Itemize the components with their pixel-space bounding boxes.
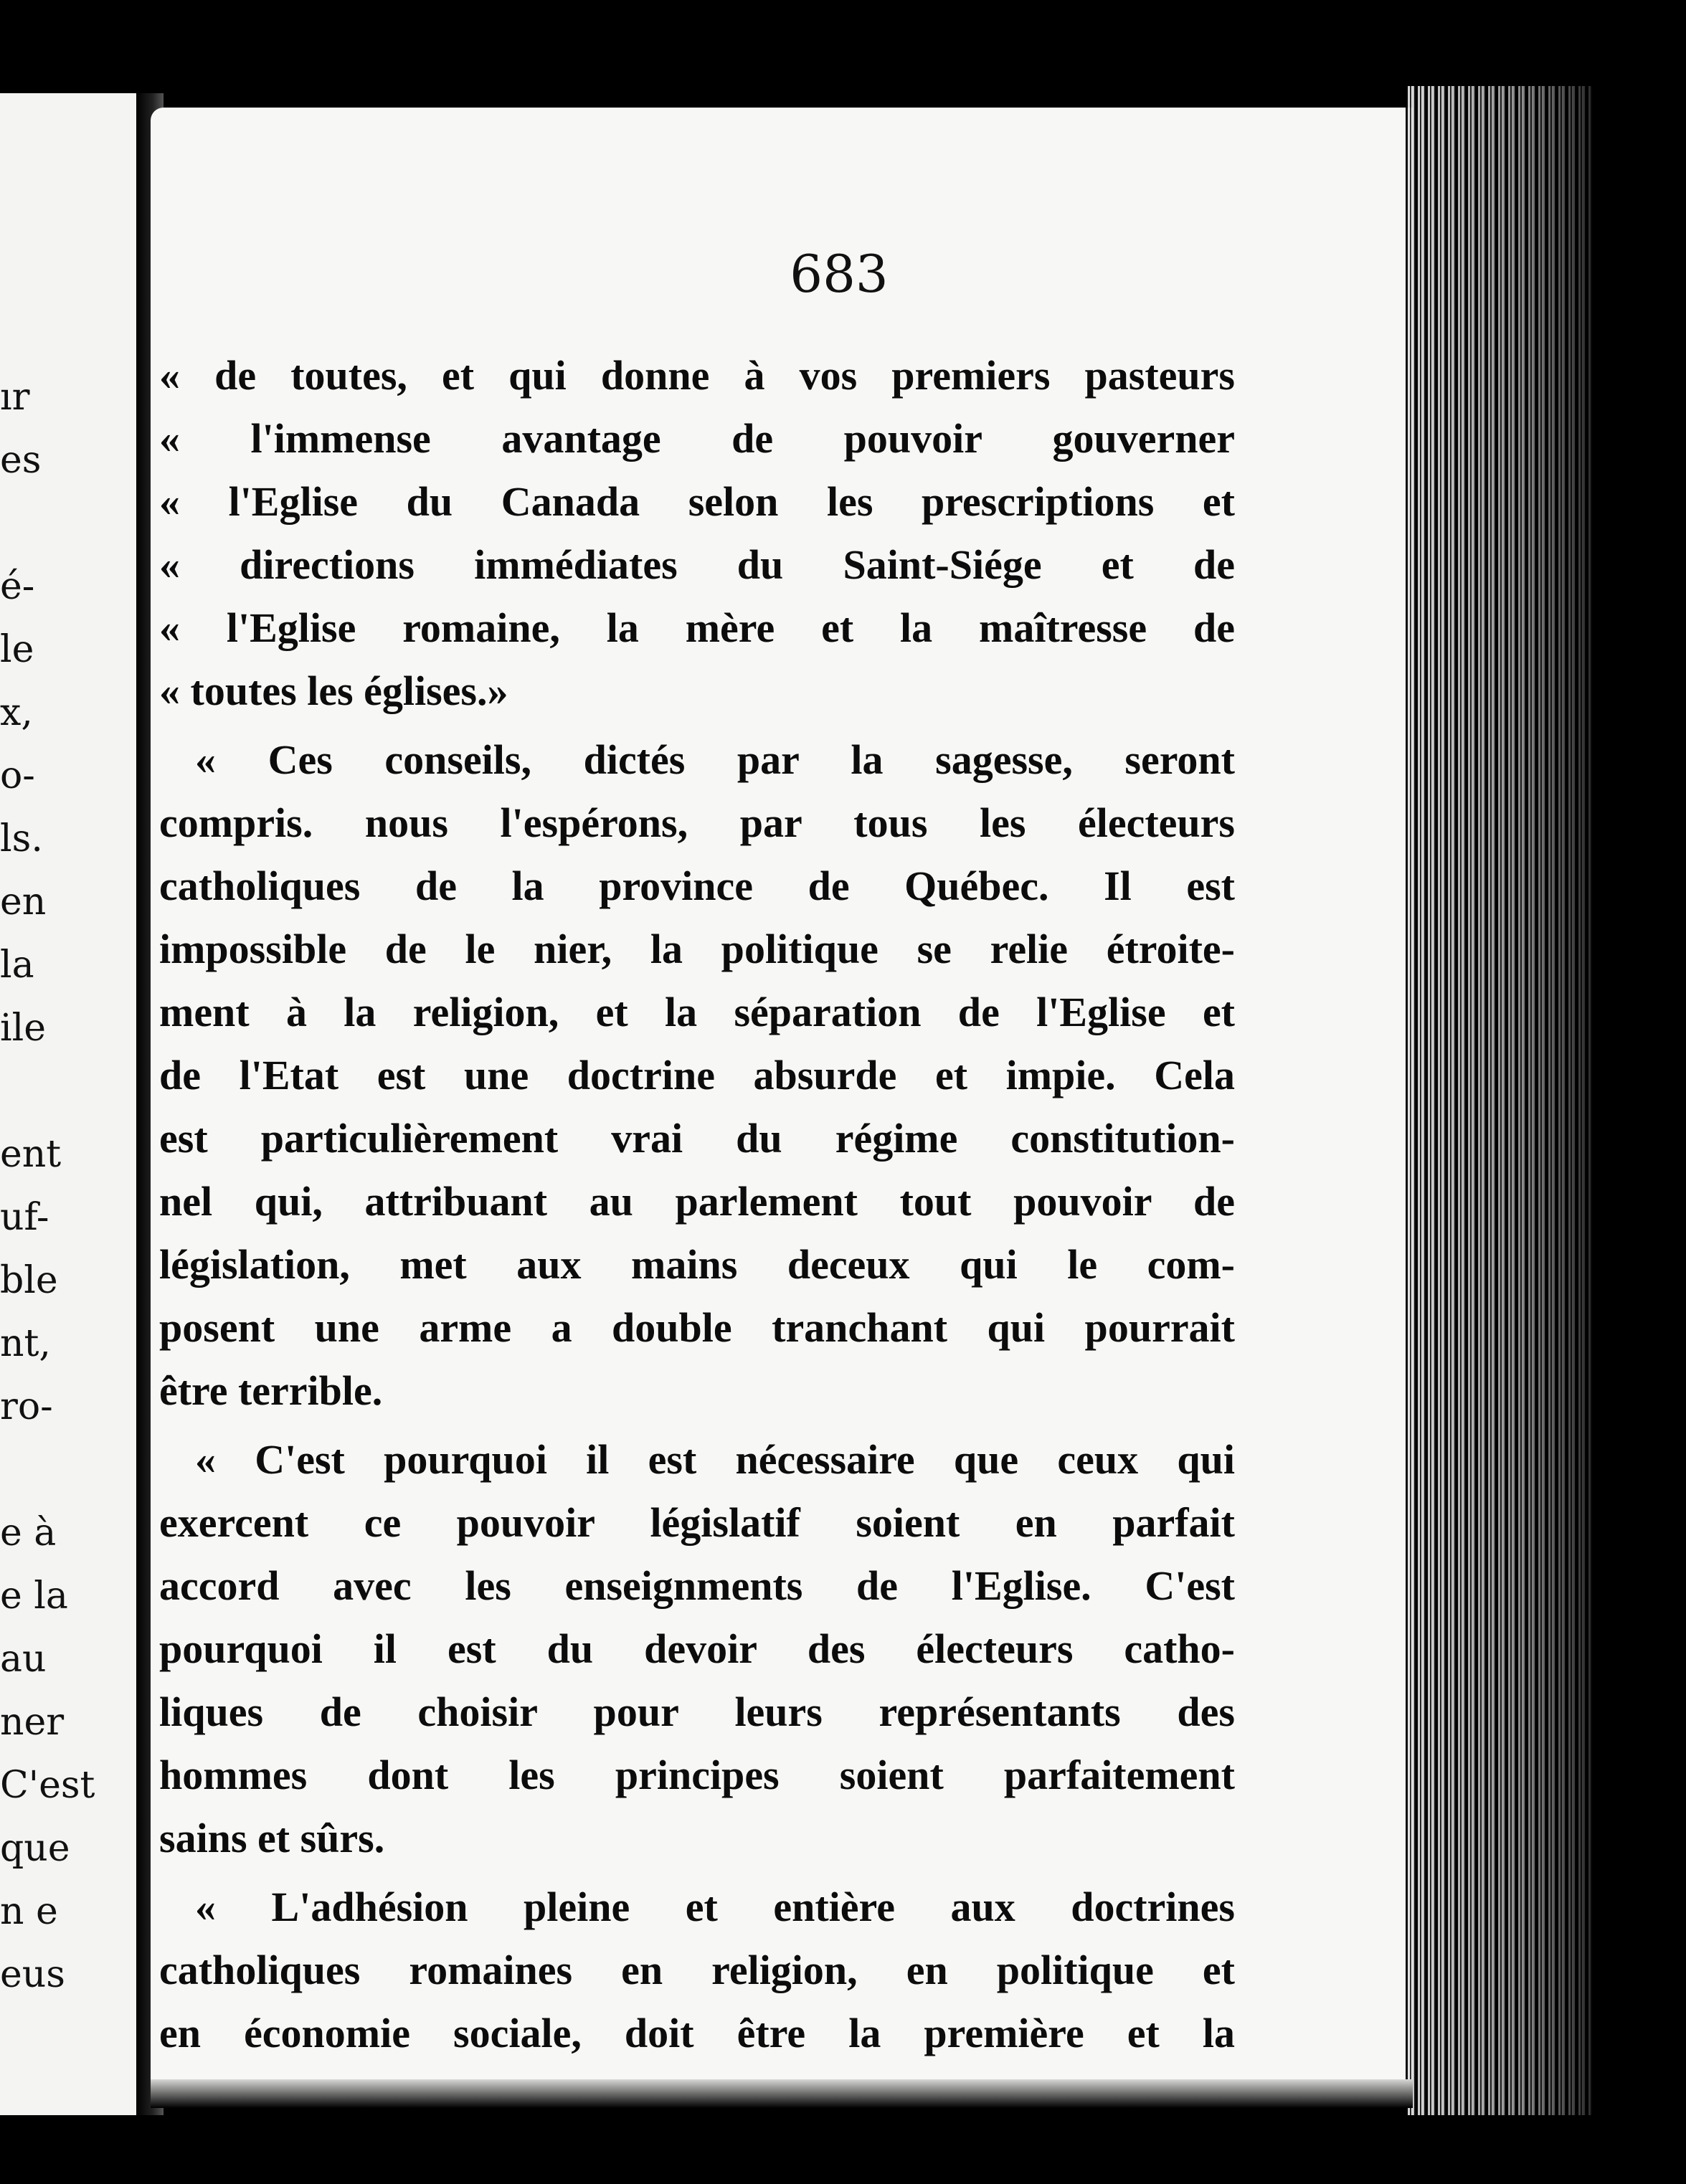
paragraph bbox=[159, 1428, 1235, 1870]
text-line: catholiques romaines en religion, en politique et bbox=[159, 1947, 1235, 1993]
facing-page-fragment: e la bbox=[0, 1575, 68, 1618]
facing-page-fragment bbox=[0, 1060, 136, 1123]
facing-page-fragment: o- bbox=[0, 754, 35, 797]
facing-page-fragment: la bbox=[0, 944, 34, 987]
text-line: être terrible. bbox=[159, 1367, 383, 1414]
facing-page-fragment: é- bbox=[0, 565, 35, 608]
facing-page-fragment: ble bbox=[0, 1259, 58, 1302]
text-line: impossible de le nier, la politique se relie étroite- bbox=[159, 926, 1235, 972]
facing-page-fragment: x, bbox=[0, 691, 33, 734]
facing-page-fragment: ent bbox=[0, 1133, 62, 1176]
text-line: « C'est pourquoi il est nécessaire que ceux qui bbox=[195, 1436, 1235, 1483]
text-line: liques de choisir pour leurs représentants des bbox=[159, 1689, 1235, 1735]
facing-page-fragment: au bbox=[0, 1638, 47, 1681]
page-number: 683 bbox=[790, 244, 889, 304]
text-line: catholiques de la province de Québec. Il est bbox=[159, 863, 1235, 909]
page-bottom-edge bbox=[151, 2079, 1413, 2108]
text-line: « directions immédiates du Saint-Siége et de bbox=[159, 541, 1235, 588]
text-line: législation, met aux mains deceux qui le com- bbox=[159, 1241, 1235, 1288]
text-line: est particulièrement vrai du régime constitution- bbox=[159, 1115, 1235, 1162]
facing-page-fragment bbox=[0, 492, 136, 555]
book-page bbox=[151, 108, 1413, 2101]
facing-page-fragment: ner bbox=[0, 1701, 65, 1744]
facing-page-fragment: e à bbox=[0, 1511, 57, 1554]
facing-page-fragment: en bbox=[0, 880, 47, 924]
facing-page-fragment: nt, bbox=[0, 1322, 51, 1365]
facing-page-fragment: C'est bbox=[0, 1764, 95, 1807]
text-line: posent une arme a double tranchant qui pourrait bbox=[159, 1304, 1235, 1351]
page-edges-shading bbox=[1406, 86, 1592, 2115]
page-body-text bbox=[151, 344, 1235, 2071]
text-line: hommes dont les principes soient parfaitement bbox=[159, 1752, 1235, 1798]
text-line: sains et sûrs. bbox=[159, 1815, 385, 1861]
facing-page-fragment: eus bbox=[0, 1953, 65, 1996]
text-line: exercent ce pouvoir législatif soient en parfait bbox=[159, 1499, 1235, 1546]
facing-page-strip bbox=[0, 93, 136, 2115]
facing-page-fragment: ır bbox=[0, 376, 30, 419]
facing-page-text-fragments bbox=[0, 366, 136, 2006]
text-line: « de toutes, et qui donne à vos premiers pasteurs bbox=[159, 352, 1235, 399]
text-line: nel qui, attribuant au parlement tout pouvoir de bbox=[159, 1178, 1235, 1225]
facing-page-fragment: n e bbox=[0, 1890, 58, 1933]
facing-page-fragment: ro- bbox=[0, 1385, 53, 1428]
text-line: pourquoi il est du devoir des électeurs catho- bbox=[159, 1625, 1235, 1672]
facing-page-fragment: ls. bbox=[0, 817, 43, 860]
text-line: « l'Eglise du Canada selon les prescriptions et bbox=[159, 478, 1235, 525]
paragraph bbox=[159, 1876, 1235, 2065]
paragraph bbox=[159, 344, 1235, 723]
text-line: « L'adhésion pleine et entière aux doctrines bbox=[195, 1884, 1235, 1930]
facing-page-fragment: uf- bbox=[0, 1196, 49, 1239]
text-line: « toutes les églises.» bbox=[159, 668, 508, 714]
facing-page-fragment bbox=[0, 1438, 136, 1501]
text-line: de l'Etat est une doctrine absurde et impie. Cela bbox=[159, 1052, 1235, 1098]
text-line: « l'Eglise romaine, la mère et la maîtresse de bbox=[159, 604, 1235, 651]
text-line: accord avec les enseignments de l'Eglise. C'est bbox=[159, 1562, 1235, 1609]
text-line: en économie sociale, doit être la première et la bbox=[159, 2010, 1235, 2056]
facing-page-fragment: le bbox=[0, 628, 34, 671]
text-line: « l'immense avantage de pouvoir gouverner bbox=[159, 415, 1235, 462]
facing-page-fragment: que bbox=[0, 1827, 70, 1870]
text-line: ment à la religion, et la séparation de l'Eglise et bbox=[159, 989, 1235, 1035]
facing-page-fragment: ile bbox=[0, 1007, 47, 1050]
paragraph bbox=[159, 728, 1235, 1423]
text-line: « Ces conseils, dictés par la sagesse, seront bbox=[195, 736, 1235, 783]
text-line: compris. nous l'espérons, par tous les électeurs bbox=[159, 799, 1235, 846]
facing-page-fragment: es bbox=[0, 439, 42, 482]
